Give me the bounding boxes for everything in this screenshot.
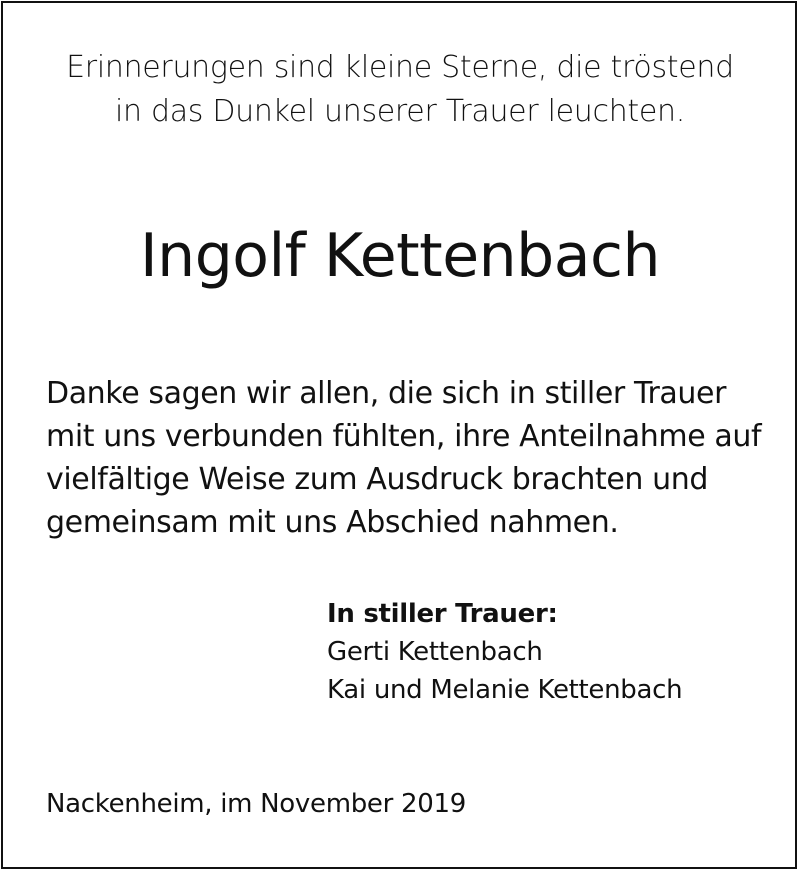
thanks-line: gemeinsam mit uns Abschied nahmen. bbox=[46, 505, 619, 540]
quote-line: Erinnerungen sind kleine Sterne, die tröstend bbox=[66, 50, 734, 85]
thanks-line: vielfältige Weise zum Ausdruck brachten und bbox=[46, 462, 709, 497]
thanks-text bbox=[46, 372, 766, 544]
deceased-name: Ingolf Kettenbach bbox=[139, 221, 660, 291]
memorial-quote bbox=[0, 46, 800, 134]
thanks-line: mit uns verbunden fühlten, ihre Anteilnahme auf bbox=[46, 419, 762, 454]
thanks-line: Danke sagen wir allen, die sich in stiller Trauer bbox=[46, 376, 727, 411]
mourners-heading: In stiller Trauer: bbox=[327, 599, 558, 629]
quote-line: in das Dunkel unserer Trauer leuchten. bbox=[114, 94, 685, 129]
mourners-block bbox=[327, 595, 682, 709]
mourner-name: Kai und Melanie Kettenbach bbox=[327, 675, 683, 705]
place-date: Nackenheim, im November 2019 bbox=[46, 789, 466, 819]
mourner-name: Gerti Kettenbach bbox=[327, 637, 543, 667]
